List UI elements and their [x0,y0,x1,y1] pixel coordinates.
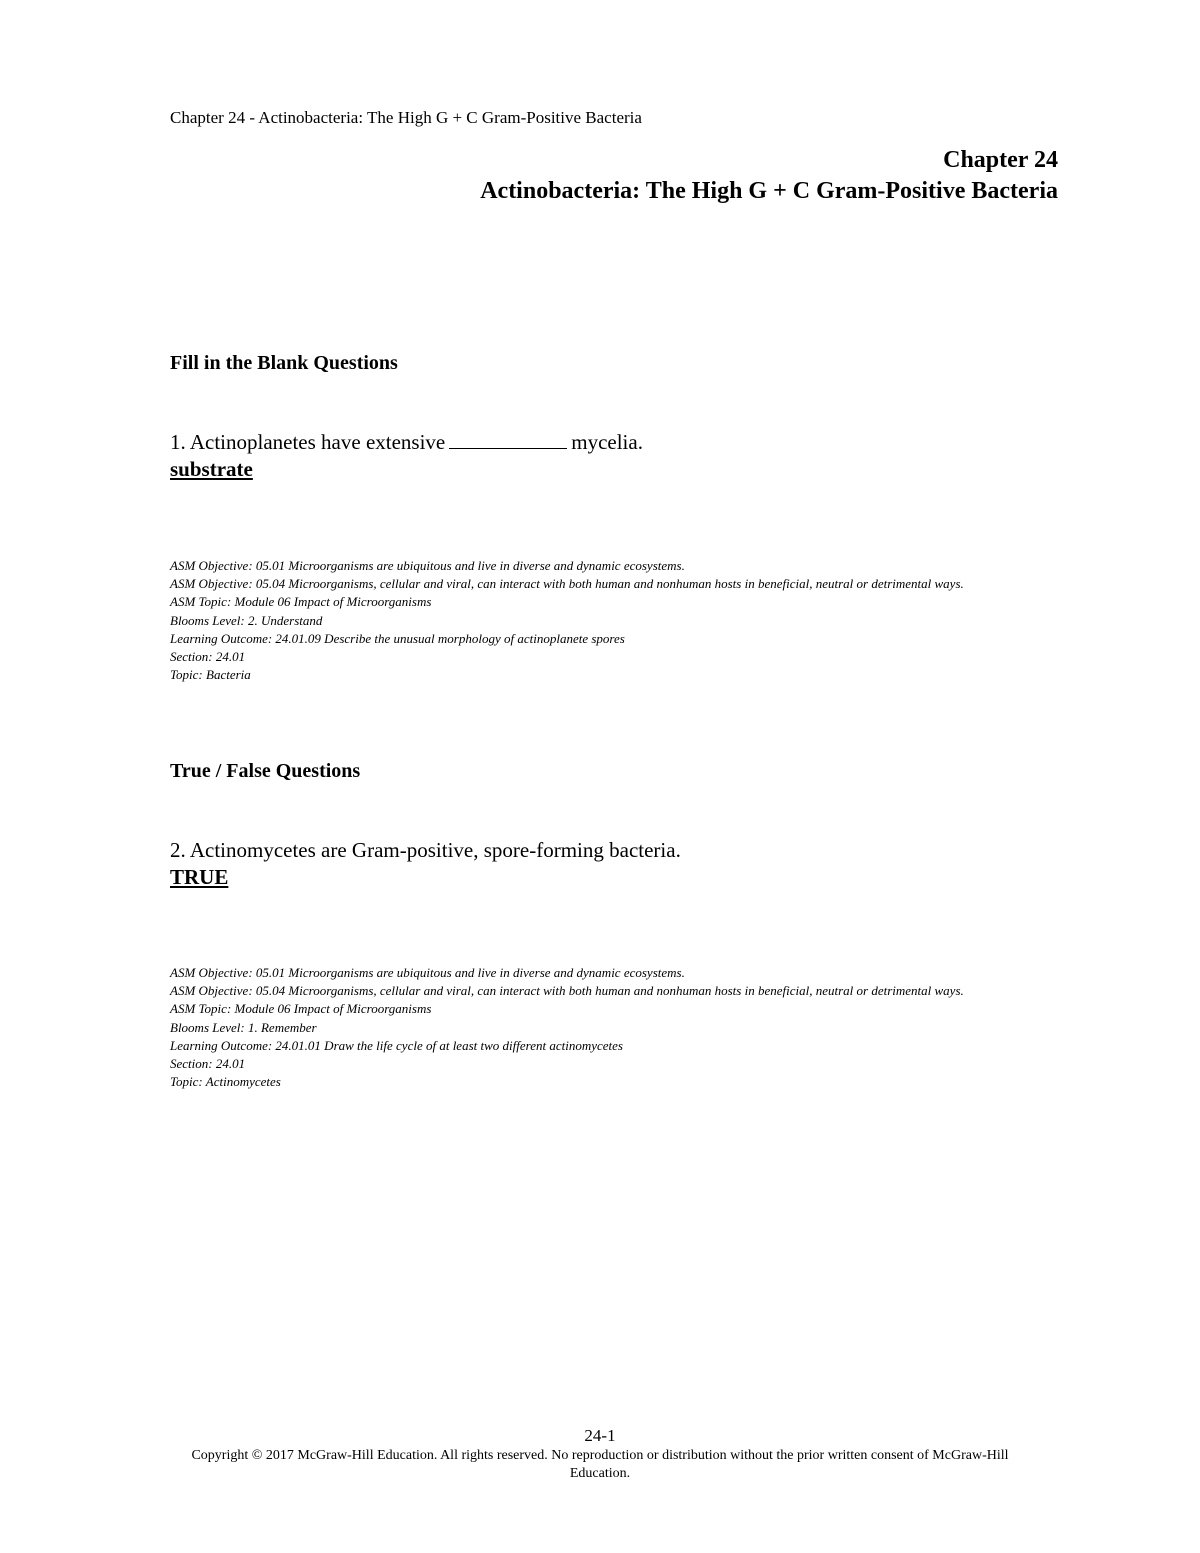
meta-line: Blooms Level: 2. Understand [170,612,323,628]
meta-line: Topic: Actinomycetes [170,1074,281,1090]
running-header: Chapter 24 - Actinobacteria: The High G + C Gram-Positive Bacteria [170,108,642,127]
copyright-text: Copyright © 2017 McGraw-Hill Education. All rights reserved. No reproduction or distribution without the prior written consent of McGraw-Hill Education. [191,1448,1009,1481]
chapter-number: Chapter 24 [943,147,1058,173]
meta-line: ASM Objective: 05.01 Microorganisms are ubiquitous and live in diverse and dynamic ecosystems. [170,558,685,573]
answer-2: TRUE [170,865,229,889]
meta-line: Section: 24.01 [170,1056,246,1072]
meta-line: ASM Topic: Module 06 Impact of Microorganisms [170,1001,432,1017]
question-2-metadata [170,964,1030,1091]
meta-line: Learning Outcome: 24.01.01 Draw the life cycle of at least two different actinomycetes [170,1037,623,1053]
meta-line: ASM Objective: 05.04 Microorganisms, cellular and viral, can interact with both human and nonhuman hosts in beneficial, neutral or detrimental ways. [170,983,964,999]
question-2: 2. Actinomycetes are Gram-positive, spore-forming bacteria. [170,838,681,862]
meta-line: ASM Topic: Module 06 Impact of Microorganisms [170,594,432,610]
meta-line: Blooms Level: 1. Remember [170,1019,317,1035]
page-number: 24-1 [584,1426,616,1445]
question-1-metadata [170,557,1030,684]
section-heading-fill-in-blank: Fill in the Blank Questions [170,352,398,374]
meta-line: Learning Outcome: 24.01.09 Describe the unusual morphology of actinoplanete spores [170,630,625,646]
question-1-text-after: mycelia. [571,430,643,454]
meta-line: ASM Objective: 05.04 Microorganisms, cellular and viral, can interact with both human and nonhuman hosts in beneficial, neutral or detrimental ways. [170,576,964,592]
meta-line: Topic: Bacteria [170,667,251,683]
chapter-title: Actinobacteria: The High G + C Gram-Positive Bacteria [480,178,1058,204]
answer-1: substrate [170,457,253,481]
section-heading-true-false: True / False Questions [170,760,361,782]
meta-line: Section: 24.01 [170,649,246,665]
copyright-notice [0,1447,1200,1483]
meta-line: ASM Objective: 05.01 Microorganisms are ubiquitous and live in diverse and dynamic ecosystems. [170,965,685,980]
question-1 [170,430,643,455]
chapter-heading [480,145,1058,207]
question-1-text-before: 1. Actinoplanetes have extensive [170,430,446,454]
answer-blank [449,430,567,449]
